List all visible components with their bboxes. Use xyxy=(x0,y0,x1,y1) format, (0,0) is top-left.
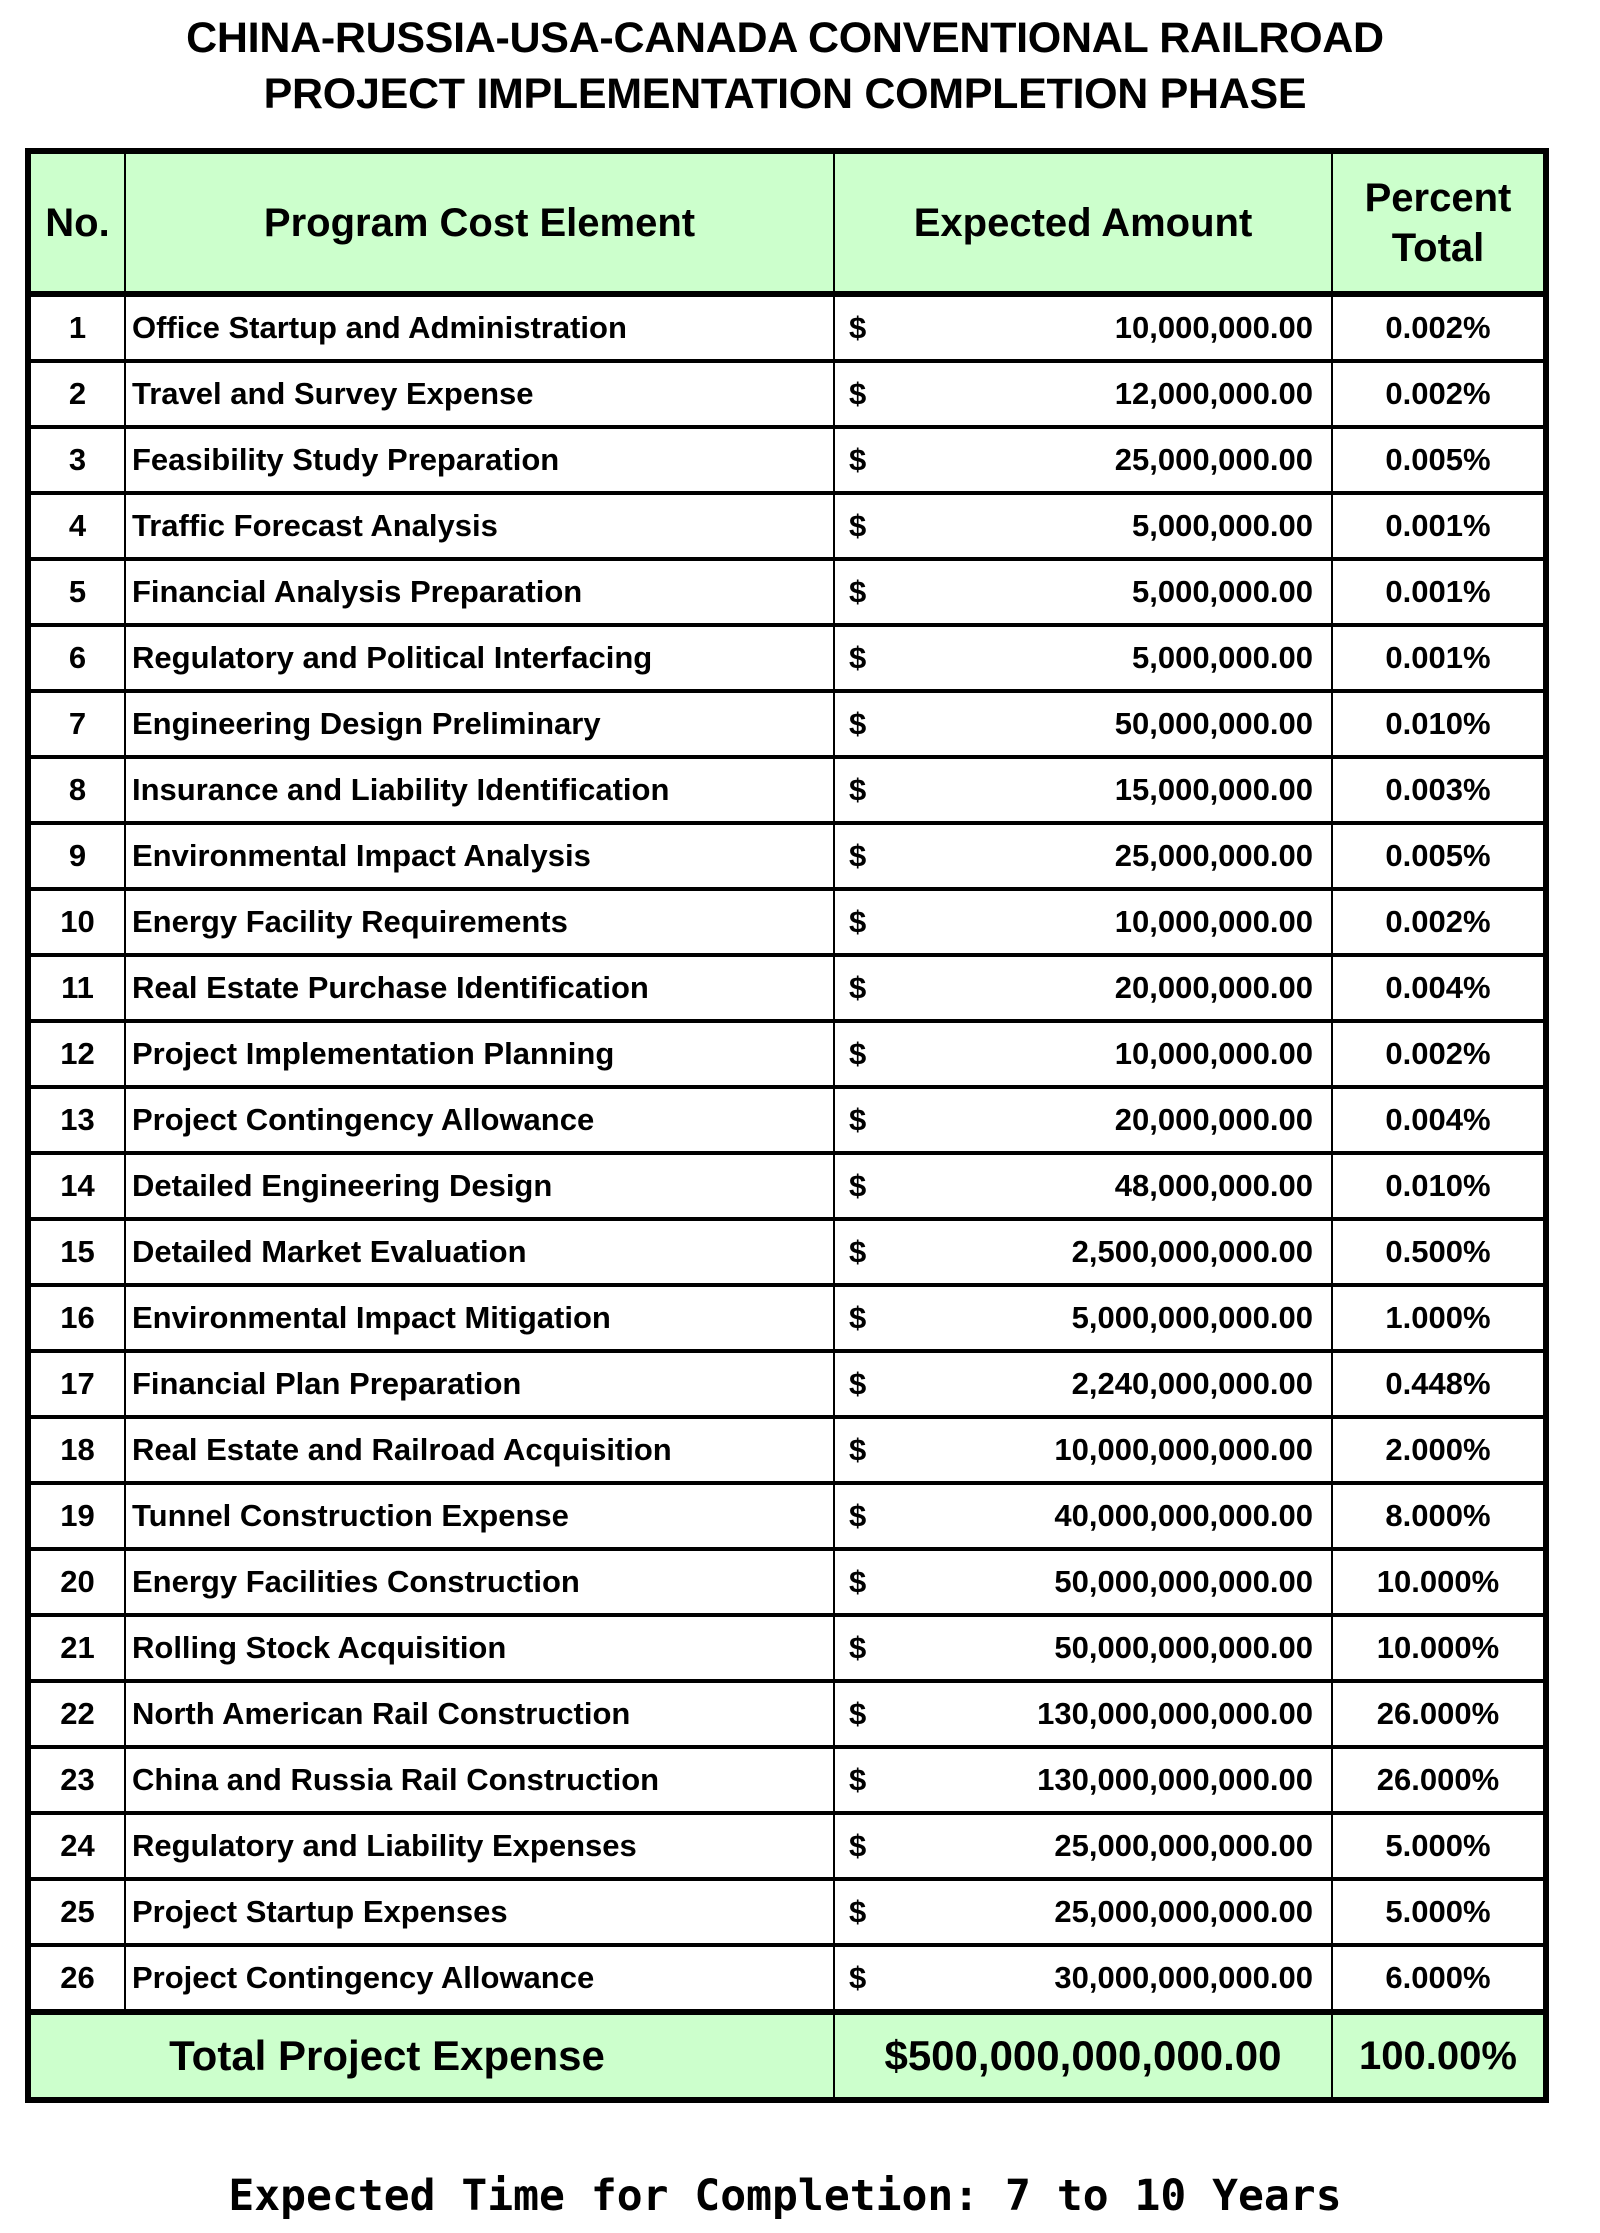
table-row xyxy=(28,559,1546,625)
cost-element: Insurance and Liability Identification xyxy=(125,757,834,823)
table-row xyxy=(28,1153,1546,1219)
header-no: No. xyxy=(28,151,125,294)
expected-amount: 50,000,000,000.00 xyxy=(874,1615,1332,1681)
currency-symbol: $ xyxy=(834,1285,874,1351)
row-number: 5 xyxy=(28,559,125,625)
percent-total: 5.000% xyxy=(1332,1813,1546,1879)
cost-element: Financial Analysis Preparation xyxy=(125,559,834,625)
table-row xyxy=(28,955,1546,1021)
currency-symbol: $ xyxy=(834,1615,874,1681)
table-row xyxy=(28,691,1546,757)
cost-element: Energy Facility Requirements xyxy=(125,889,834,955)
percent-total: 0.010% xyxy=(1332,1153,1546,1219)
cost-element: Regulatory and Political Interfacing xyxy=(125,625,834,691)
table-body xyxy=(28,294,1546,2012)
currency-symbol: $ xyxy=(834,427,874,493)
percent-total: 2.000% xyxy=(1332,1417,1546,1483)
cost-element: Real Estate Purchase Identification xyxy=(125,955,834,1021)
cost-element: Engineering Design Preliminary xyxy=(125,691,834,757)
percent-total: 0.001% xyxy=(1332,559,1546,625)
expected-amount: 25,000,000.00 xyxy=(874,823,1332,889)
table-row xyxy=(28,1351,1546,1417)
currency-symbol: $ xyxy=(834,1087,874,1153)
cost-element: Regulatory and Liability Expenses xyxy=(125,1813,834,1879)
percent-total: 0.002% xyxy=(1332,889,1546,955)
cost-element: China and Russia Rail Construction xyxy=(125,1747,834,1813)
currency-symbol: $ xyxy=(834,889,874,955)
cost-table xyxy=(25,148,1549,2103)
cost-element: Energy Facilities Construction xyxy=(125,1549,834,1615)
completion-time-note: Expected Time for Completion: 7 to 10 Years xyxy=(228,2171,1342,2221)
total-percent: 100.00% xyxy=(1332,2012,1546,2100)
row-number: 20 xyxy=(28,1549,125,1615)
table-row xyxy=(28,294,1546,361)
percent-total: 8.000% xyxy=(1332,1483,1546,1549)
table-row xyxy=(28,889,1546,955)
header-amount: Expected Amount xyxy=(834,151,1332,294)
percent-total: 0.010% xyxy=(1332,691,1546,757)
cost-element: Detailed Engineering Design xyxy=(125,1153,834,1219)
row-number: 22 xyxy=(28,1681,125,1747)
currency-symbol: $ xyxy=(834,1945,874,2012)
percent-total: 5.000% xyxy=(1332,1879,1546,1945)
percent-total: 0.448% xyxy=(1332,1351,1546,1417)
cost-element: Environmental Impact Mitigation xyxy=(125,1285,834,1351)
title-line-2: PROJECT IMPLEMENTATION COMPLETION PHASE xyxy=(263,70,1307,118)
currency-symbol: $ xyxy=(834,559,874,625)
header-percent: Percent Total xyxy=(1332,151,1546,294)
percent-total: 0.003% xyxy=(1332,757,1546,823)
percent-total: 6.000% xyxy=(1332,1945,1546,2012)
total-row xyxy=(28,2012,1546,2100)
table-row xyxy=(28,361,1546,427)
header-element: Program Cost Element xyxy=(125,151,834,294)
currency-symbol: $ xyxy=(834,625,874,691)
currency-symbol: $ xyxy=(834,493,874,559)
currency-symbol: $ xyxy=(834,1219,874,1285)
row-number: 18 xyxy=(28,1417,125,1483)
row-number: 11 xyxy=(28,955,125,1021)
expected-amount: 10,000,000.00 xyxy=(874,1021,1332,1087)
currency-symbol: $ xyxy=(834,955,874,1021)
table-row xyxy=(28,1813,1546,1879)
table-row xyxy=(28,1417,1546,1483)
table-row xyxy=(28,427,1546,493)
currency-symbol: $ xyxy=(834,361,874,427)
currency-symbol: $ xyxy=(834,823,874,889)
row-number: 10 xyxy=(28,889,125,955)
row-number: 2 xyxy=(28,361,125,427)
expected-amount: 10,000,000,000.00 xyxy=(874,1417,1332,1483)
table-row xyxy=(28,1219,1546,1285)
table-row xyxy=(28,1087,1546,1153)
cost-element: Rolling Stock Acquisition xyxy=(125,1615,834,1681)
currency-symbol: $ xyxy=(834,1153,874,1219)
expected-amount: 48,000,000.00 xyxy=(874,1153,1332,1219)
row-number: 21 xyxy=(28,1615,125,1681)
row-number: 25 xyxy=(28,1879,125,1945)
row-number: 15 xyxy=(28,1219,125,1285)
expected-amount: 5,000,000.00 xyxy=(874,625,1332,691)
currency-symbol: $ xyxy=(834,1351,874,1417)
cost-element: Traffic Forecast Analysis xyxy=(125,493,834,559)
row-number: 3 xyxy=(28,427,125,493)
expected-amount: 2,240,000,000.00 xyxy=(874,1351,1332,1417)
table-row xyxy=(28,1747,1546,1813)
expected-amount: 10,000,000.00 xyxy=(874,294,1332,361)
percent-total: 26.000% xyxy=(1332,1747,1546,1813)
currency-symbol: $ xyxy=(834,757,874,823)
table-row xyxy=(28,1021,1546,1087)
percent-total: 0.001% xyxy=(1332,625,1546,691)
row-number: 6 xyxy=(28,625,125,691)
percent-total: 10.000% xyxy=(1332,1615,1546,1681)
percent-total: 0.005% xyxy=(1332,427,1546,493)
percent-total: 1.000% xyxy=(1332,1285,1546,1351)
percent-total: 10.000% xyxy=(1332,1549,1546,1615)
currency-symbol: $ xyxy=(834,1681,874,1747)
table-row xyxy=(28,823,1546,889)
table-row xyxy=(28,493,1546,559)
table-row xyxy=(28,1285,1546,1351)
cost-element: North American Rail Construction xyxy=(125,1681,834,1747)
expected-amount: 12,000,000.00 xyxy=(874,361,1332,427)
header-row xyxy=(28,151,1546,294)
expected-amount: 30,000,000,000.00 xyxy=(874,1945,1332,2012)
row-number: 8 xyxy=(28,757,125,823)
currency-symbol: $ xyxy=(834,1747,874,1813)
table-row xyxy=(28,1615,1546,1681)
row-number: 17 xyxy=(28,1351,125,1417)
currency-symbol: $ xyxy=(834,691,874,757)
currency-symbol: $ xyxy=(834,1021,874,1087)
expected-amount: 5,000,000,000.00 xyxy=(874,1285,1332,1351)
expected-amount: 40,000,000,000.00 xyxy=(874,1483,1332,1549)
expected-amount: 20,000,000.00 xyxy=(874,955,1332,1021)
row-number: 13 xyxy=(28,1087,125,1153)
percent-total: 0.002% xyxy=(1332,294,1546,361)
table-row xyxy=(28,1549,1546,1615)
cost-element: Office Startup and Administration xyxy=(125,294,834,361)
expected-amount: 130,000,000,000.00 xyxy=(874,1681,1332,1747)
currency-symbol: $ xyxy=(834,1417,874,1483)
currency-symbol: $ xyxy=(834,1879,874,1945)
row-number: 7 xyxy=(28,691,125,757)
expected-amount: 25,000,000.00 xyxy=(874,427,1332,493)
table-row xyxy=(28,1879,1546,1945)
expected-amount: 25,000,000,000.00 xyxy=(874,1813,1332,1879)
row-number: 26 xyxy=(28,1945,125,2012)
currency-symbol: $ xyxy=(834,1813,874,1879)
percent-total: 0.002% xyxy=(1332,1021,1546,1087)
percent-total: 0.002% xyxy=(1332,361,1546,427)
expected-amount: 2,500,000,000.00 xyxy=(874,1219,1332,1285)
cost-element: Feasibility Study Preparation xyxy=(125,427,834,493)
expected-amount: 50,000,000,000.00 xyxy=(874,1549,1332,1615)
cost-element: Project Contingency Allowance xyxy=(125,1087,834,1153)
percent-total: 0.500% xyxy=(1332,1219,1546,1285)
table-row xyxy=(28,625,1546,691)
table-row xyxy=(28,1483,1546,1549)
table-row xyxy=(28,1681,1546,1747)
expected-amount: 50,000,000.00 xyxy=(874,691,1332,757)
cost-element: Project Implementation Planning xyxy=(125,1021,834,1087)
cost-element: Financial Plan Preparation xyxy=(125,1351,834,1417)
percent-total: 0.001% xyxy=(1332,493,1546,559)
percent-total: 0.005% xyxy=(1332,823,1546,889)
cost-element: Tunnel Construction Expense xyxy=(125,1483,834,1549)
table-row xyxy=(28,1945,1546,2012)
currency-symbol: $ xyxy=(834,1549,874,1615)
row-number: 19 xyxy=(28,1483,125,1549)
title-line-1: CHINA-RUSSIA-USA-CANADA CONVENTIONAL RAILROAD xyxy=(186,14,1384,62)
row-number: 14 xyxy=(28,1153,125,1219)
expected-amount: 5,000,000.00 xyxy=(874,559,1332,625)
row-number: 16 xyxy=(28,1285,125,1351)
percent-total: 0.004% xyxy=(1332,1087,1546,1153)
row-number: 1 xyxy=(28,294,125,361)
expected-amount: 20,000,000.00 xyxy=(874,1087,1332,1153)
total-label: Total Project Expense xyxy=(28,2012,834,2100)
expected-amount: 15,000,000.00 xyxy=(874,757,1332,823)
cost-element: Real Estate and Railroad Acquisition xyxy=(125,1417,834,1483)
row-number: 4 xyxy=(28,493,125,559)
cost-element: Environmental Impact Analysis xyxy=(125,823,834,889)
expected-amount: 25,000,000,000.00 xyxy=(874,1879,1332,1945)
percent-total: 0.004% xyxy=(1332,955,1546,1021)
cost-element: Project Startup Expenses xyxy=(125,1879,834,1945)
document-title xyxy=(0,10,1570,122)
currency-symbol: $ xyxy=(834,1483,874,1549)
row-number: 12 xyxy=(28,1021,125,1087)
row-number: 23 xyxy=(28,1747,125,1813)
percent-total: 26.000% xyxy=(1332,1681,1546,1747)
currency-symbol: $ xyxy=(834,294,874,361)
expected-amount: 10,000,000.00 xyxy=(874,889,1332,955)
cost-element: Project Contingency Allowance xyxy=(125,1945,834,2012)
cost-element: Travel and Survey Expense xyxy=(125,361,834,427)
row-number: 9 xyxy=(28,823,125,889)
expected-amount: 130,000,000,000.00 xyxy=(874,1747,1332,1813)
table-row xyxy=(28,757,1546,823)
cost-element: Detailed Market Evaluation xyxy=(125,1219,834,1285)
total-amount: $500,000,000,000.00 xyxy=(834,2012,1332,2100)
expected-amount: 5,000,000.00 xyxy=(874,493,1332,559)
row-number: 24 xyxy=(28,1813,125,1879)
